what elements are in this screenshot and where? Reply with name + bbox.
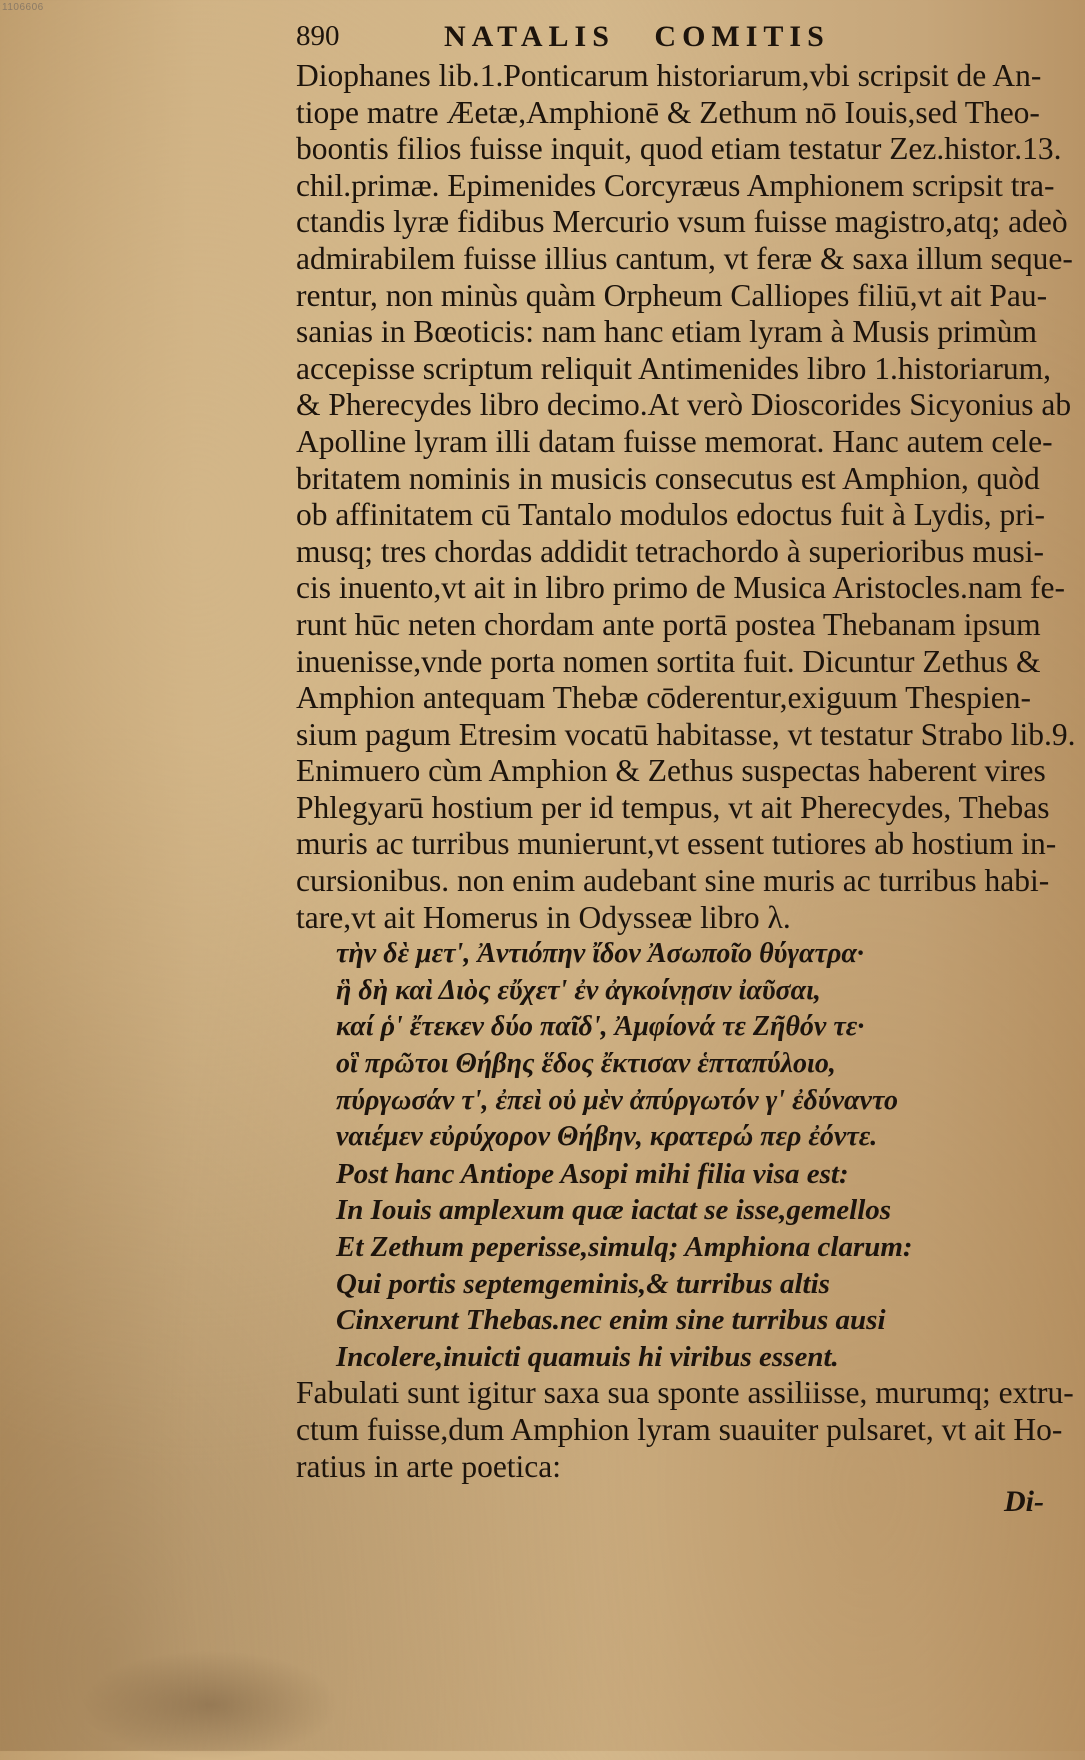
text-line: admirabilem fuisse illius cantum, vt feræ & saxa illum seque- bbox=[296, 240, 1073, 276]
closing-paragraph bbox=[296, 1375, 1074, 1485]
page-header bbox=[296, 18, 1056, 58]
latin-verse-line: Cinxerunt Thebas.nec enim sine turribus ausi bbox=[336, 1304, 886, 1337]
page-number: 890 bbox=[296, 20, 340, 52]
text-line: musq; tres chordas addidit tetrachordo à superioribus musi- bbox=[296, 533, 1044, 569]
greek-verse-line: τὴν δὲ μετ', Ἀντιόπην ἴδον Ἀσωποῖο θύγατρα· bbox=[336, 938, 864, 970]
text-line: muris ac turribus munierunt,vt essent tutiores ab hostium in- bbox=[296, 826, 1057, 862]
text-line: ctum fuisse,dum Amphion lyram suauiter pulsaret, vt ait Ho- bbox=[296, 1411, 1063, 1447]
text-line: Enimuero cùm Amphion & Zethus suspectas haberent vires bbox=[296, 753, 1046, 789]
text-line: & Pherecydes libro decimo.At verò Dioscorides Sicyonius ab bbox=[296, 387, 1072, 423]
running-title: NATALIS COMITIS bbox=[444, 20, 830, 53]
text-line: cursionibus. non enim audebant sine muris ac turribus habi- bbox=[296, 863, 1050, 899]
greek-verse-line: καί ῥ' ἔτεκεν δύο παῖδ', Ἀμφίονά τε Ζῆθόν τε· bbox=[336, 1011, 865, 1043]
latin-verse-line: Qui portis septemgeminis,& turribus altis bbox=[336, 1267, 830, 1300]
text-line: ob affinitatem cū Tantalo modulos edoctus fuit à Lydis, pri- bbox=[296, 497, 1045, 533]
latin-verse-line: Incolere,inuicti quamuis hi viribus essent. bbox=[336, 1340, 839, 1373]
text-line: sanias in Bœoticis: nam hanc etiam lyram à Musis primùm bbox=[296, 314, 1038, 350]
text-line: sium pagum Etresim vocatū habitasse, vt testatur Strabo lib.9. bbox=[296, 716, 1076, 752]
text-line: cis inuento,vt ait in libro primo de Musica Aristocles.nam fe- bbox=[296, 570, 1065, 606]
text-line: Fabulati sunt igitur saxa sua sponte assiliisse, murumq; extru- bbox=[296, 1375, 1074, 1411]
text-line: ctandis lyræ fidibus Mercurio vsum fuisse magistro,atq; adeò bbox=[296, 204, 1068, 240]
latin-verse-line: In Iouis amplexum quæ iactat se isse,gemellos bbox=[336, 1194, 892, 1227]
prose-body bbox=[296, 58, 1076, 936]
greek-verse-quote bbox=[296, 936, 1056, 1156]
text-line: tiope matre Æetæ,Amphionē & Zethum nō Iouis,sed Theo- bbox=[296, 94, 1040, 130]
page-id-label: 1106606 bbox=[2, 2, 44, 13]
text-line: runt hūc neten chordam ante portā postea Thebanam ipsum bbox=[296, 606, 1041, 642]
greek-verse-line: ναιέμεν εὐρύχορον Θήβην, κρατερώ περ ἐόντε. bbox=[336, 1121, 878, 1153]
catchword: Di- bbox=[1004, 1485, 1044, 1519]
text-line: tare,vt ait Homerus in Odysseæ libro λ. bbox=[296, 899, 791, 935]
latin-verse-line: Post hanc Antiope Asopi mihi filia visa est: bbox=[336, 1157, 849, 1190]
latin-verse-line: Et Zethum peperisse,simulq; Amphiona clarum: bbox=[336, 1231, 913, 1263]
book-page bbox=[296, 18, 1076, 1529]
text-line: Phlegyarū hostium per id tempus, vt ait Pherecydes, Thebas bbox=[296, 789, 1050, 825]
greek-verse-line: πύργωσάν τ', ἐπεὶ οὐ μὲν ἀπύργωτόν γ' ἐδύναντο bbox=[336, 1084, 898, 1116]
text-line: ratius in arte poetica: bbox=[296, 1448, 562, 1484]
text-line: chil.primæ. Epimenides Corcyræus Amphionem scripsit tra- bbox=[296, 167, 1055, 203]
greek-verse-line: ἣ δὴ καὶ Διὸς εὔχετ' ἐν ἀγκοίνῃσιν ἰαῦσαι, bbox=[336, 974, 821, 1006]
text-line: britatem nominis in musicis consecutus est Amphion, quòd bbox=[296, 460, 1040, 496]
text-line: Apolline lyram illi datam fuisse memorat. Hanc autem cele- bbox=[296, 423, 1053, 459]
text-line: accepisse scriptum reliquit Antimenides libro 1.historiarum, bbox=[296, 350, 1051, 386]
latin-verse-translation bbox=[296, 1156, 1056, 1376]
greek-verse-line: οἳ πρῶτοι Θήβης ἕδος ἔκτισαν ἑπταπύλοιο, bbox=[336, 1048, 836, 1080]
text-line: rentur, non minùs quàm Orpheum Calliopes filiū,vt ait Pau- bbox=[296, 277, 1048, 313]
text-line: inuenisse,vnde porta nomen sortita fuit. Dicuntur Zethus & bbox=[296, 643, 1041, 679]
text-line: Amphion antequam Thebæ cōderentur,exiguum Thespien- bbox=[296, 680, 1032, 716]
text-line: boontis filios fuisse inquit, quod etiam testatur Zez.histor.13. bbox=[296, 131, 1062, 167]
text-line: Diophanes lib.1.Ponticarum historiarum,vbi scripsit de An- bbox=[296, 58, 1042, 93]
page-stain bbox=[80, 1650, 340, 1760]
